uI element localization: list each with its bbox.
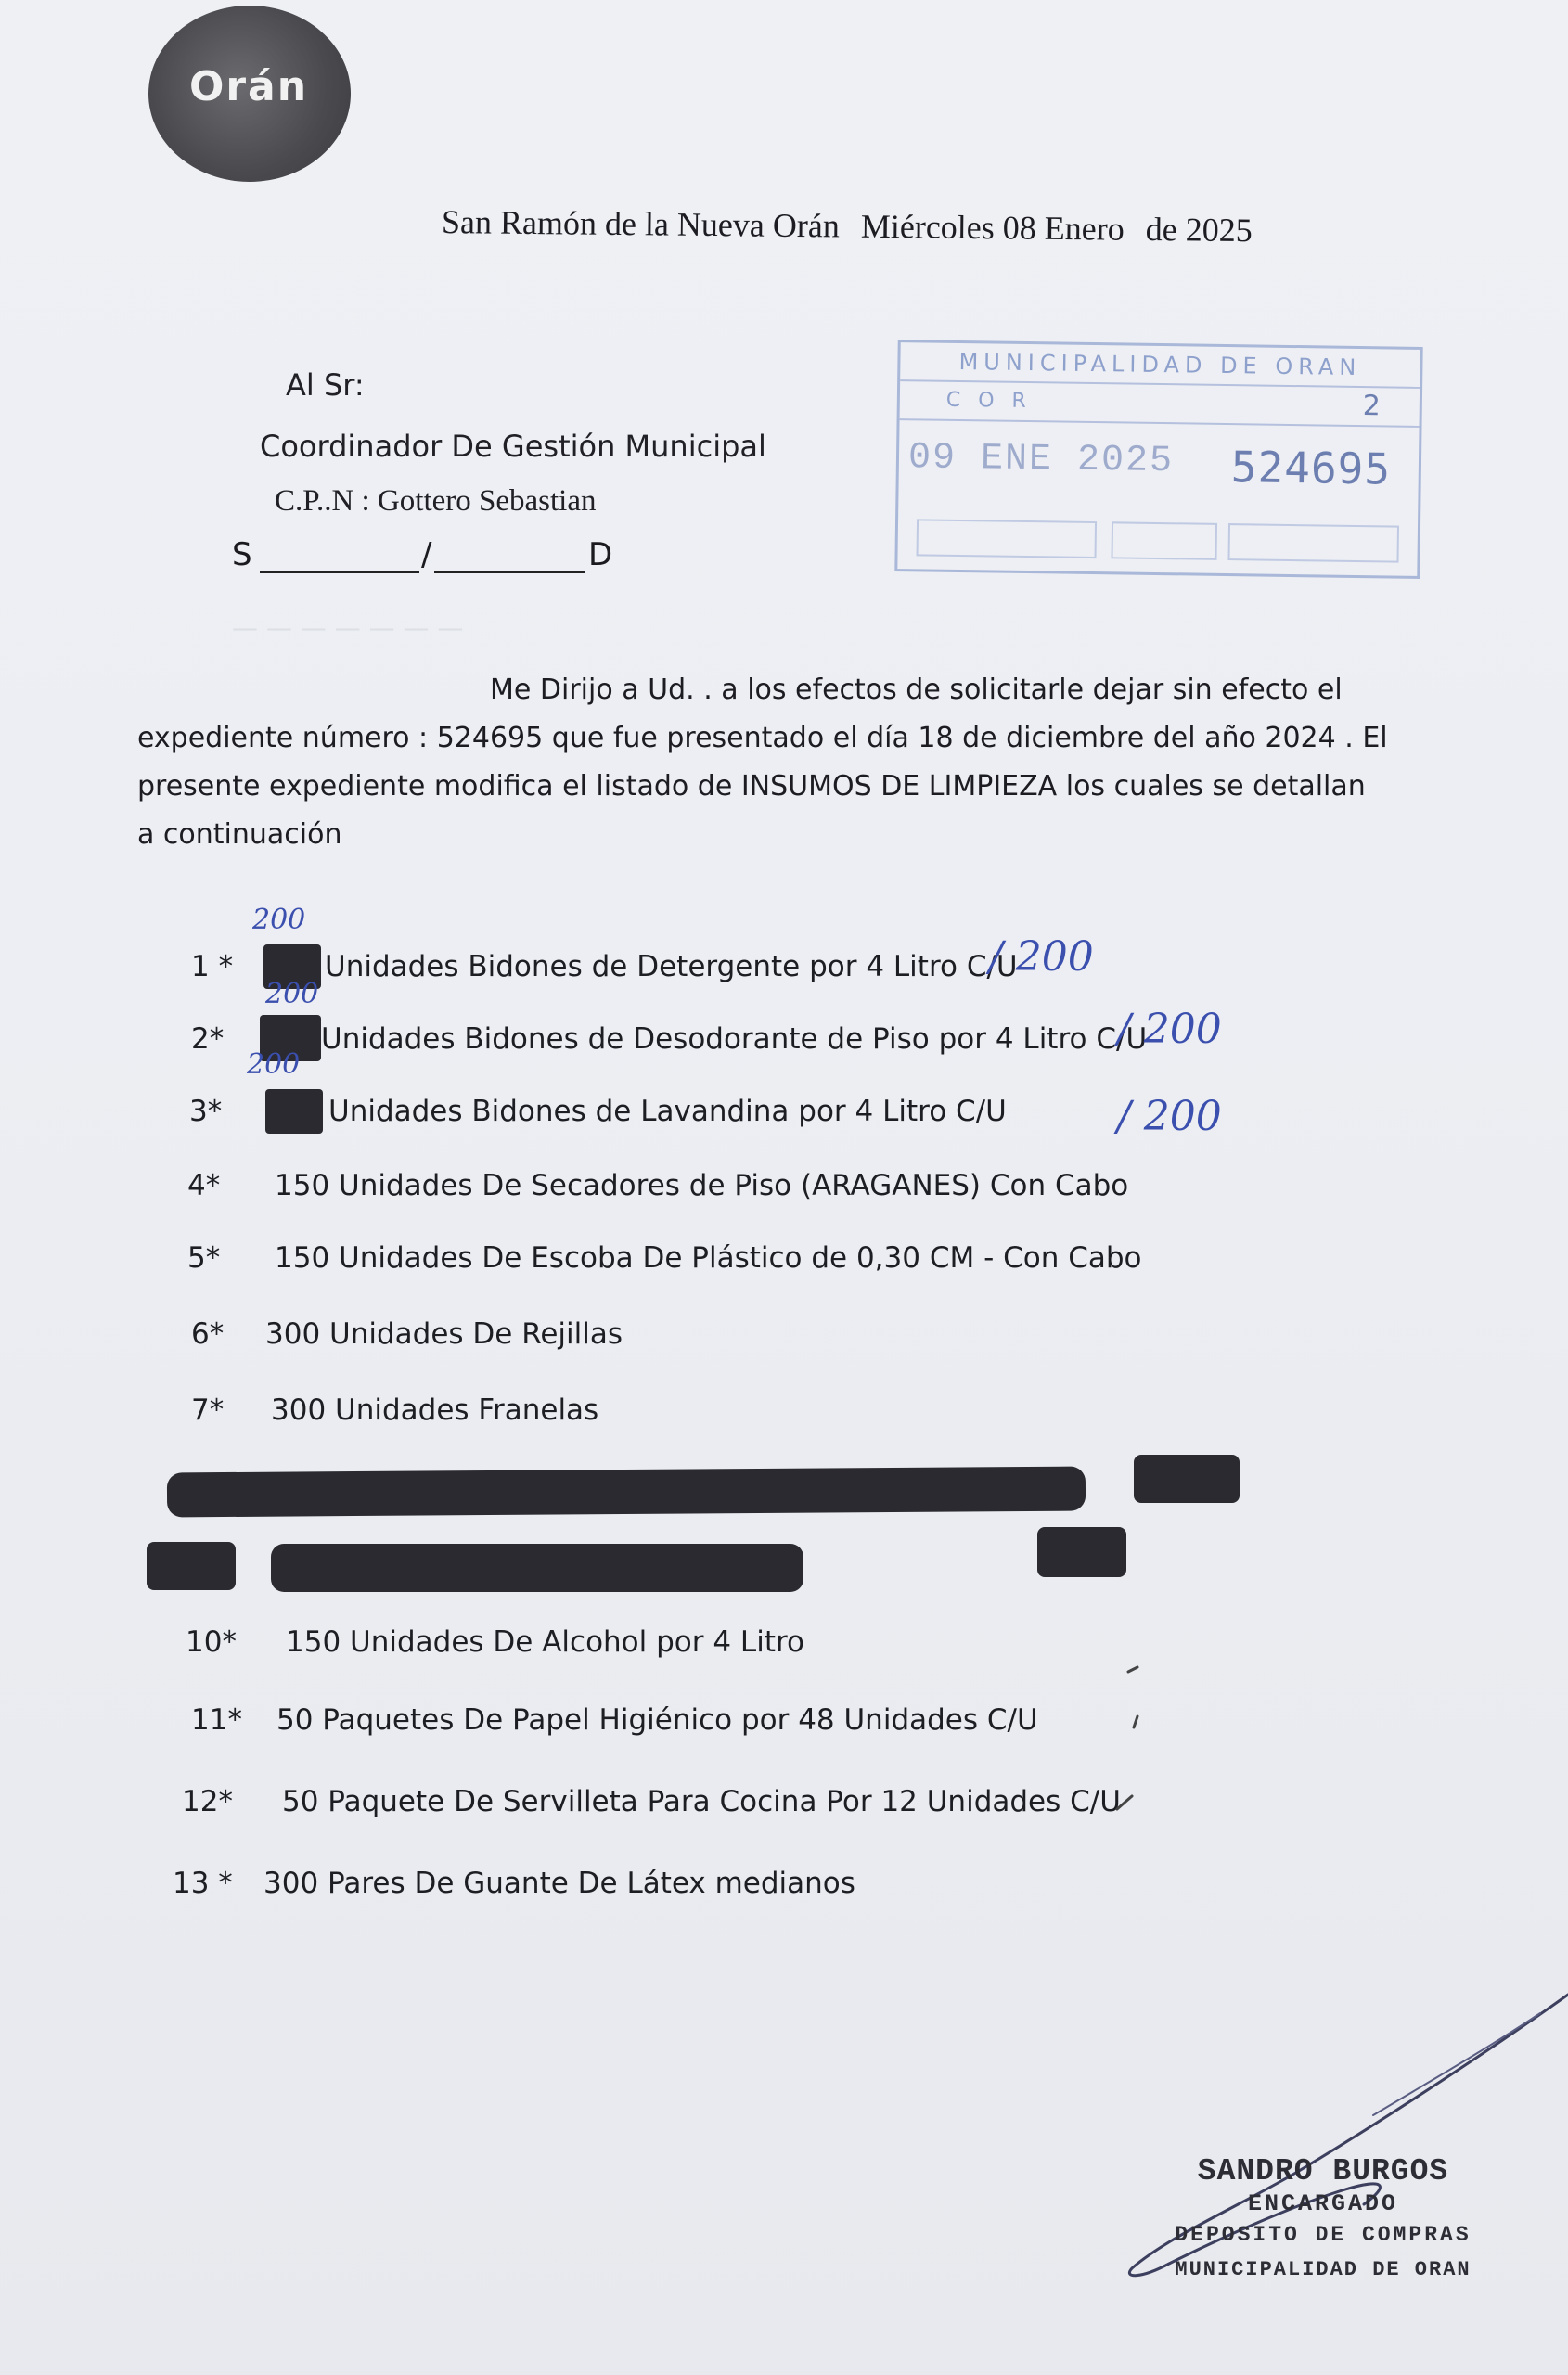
item-text: 300 Unidades De Rejillas (265, 1317, 623, 1351)
item-number: 6* (191, 1317, 225, 1351)
item-number: 11* (191, 1703, 242, 1737)
item-text: Unidades Bidones de Detergente por 4 Litro C/U (325, 950, 1018, 983)
item-text: Unidades Bidones de Desodorante de Piso por 4 Litro C/U (321, 1022, 1148, 1056)
item-number: 7* (191, 1393, 225, 1427)
signer-role: ENCARGADO (1247, 2190, 1399, 2217)
handwritten-quantity: 200 (252, 904, 306, 936)
body-intro: Me Dirijo a Ud. . a los efectos de solicitarle dejar sin efecto el (490, 674, 1343, 706)
item-text: 300 Unidades Franelas (271, 1393, 599, 1427)
item-text: 150 Unidades De Secadores de Piso (ARAGANES) Con Cabo (275, 1169, 1129, 1202)
place-name: San Ramón de la Nueva Orán (441, 203, 841, 245)
item-text: 50 Paquete De Servilleta Para Cocina Por 12 Unidades C/U (282, 1785, 1121, 1818)
item-number: 13 * (173, 1867, 233, 1900)
handwritten-quantity: 200 (247, 1048, 301, 1081)
item-number: 1 * (191, 950, 234, 983)
handwritten-quantity: 200 (265, 978, 319, 1010)
item-number: 12* (182, 1785, 233, 1818)
item-text: 50 Paquetes De Papel Higiénico por 48 Unidades C/U (276, 1703, 1038, 1737)
salute-slash: / (421, 536, 432, 573)
letter-year: de 2025 (1145, 210, 1253, 250)
recipient-name: C.P..N : Gottero Sebastian (275, 484, 597, 518)
item-text: 150 Unidades De Escoba De Plástico de 0,30 CM - Con Cabo (275, 1241, 1142, 1275)
body-line: expediente número : 524695 que fue presentado el día 18 de diciembre del año 2024 . El (137, 722, 1388, 754)
item-number: 10* (186, 1625, 237, 1659)
stamp-header: MUNICIPALIDAD DE ORAN (900, 342, 1420, 389)
signer-department: DEPOSITO DE COMPRAS (1175, 2223, 1472, 2247)
handwritten-quantity: / 200 (989, 933, 1094, 981)
recipient-greeting: Al Sr: (286, 367, 365, 403)
handwritten-quantity: / 200 (1117, 1093, 1222, 1140)
item-number: 2* (191, 1022, 225, 1056)
salute-d: D (588, 536, 613, 573)
item-number: 3* (189, 1095, 223, 1128)
handwritten-quantity: / 200 (1117, 1006, 1222, 1053)
logo-text: Orán (188, 63, 309, 110)
salute-s: S (232, 536, 252, 573)
stamp-copy-number: 2 (1362, 390, 1387, 423)
signer-name: SANDRO BURGOS (1197, 2154, 1449, 2189)
check-mark (1128, 1667, 1137, 1672)
stamp-expediente-number: 524695 (1230, 442, 1392, 494)
signer-organization: MUNICIPALIDAD DE ORAN (1175, 2258, 1472, 2281)
signature-block (1147, 2154, 1499, 2281)
item-number: 4* (187, 1169, 221, 1202)
bleed-through-text: — — — — — — — (232, 612, 464, 643)
body-line: presente expediente modifica el listado de INSUMOS DE LIMPIEZA los cuales se detallan (137, 770, 1366, 802)
check-mark (1117, 1796, 1132, 1809)
letter-date: Miércoles 08 Enero (860, 207, 1125, 248)
item-text: 150 Unidades De Alcohol por 4 Litro (286, 1625, 804, 1659)
item-number: 5* (187, 1241, 221, 1275)
check-mark (1134, 1716, 1137, 1727)
item-text: 300 Pares De Guante De Látex medianos (263, 1867, 855, 1900)
recipient-title: Coordinador De Gestión Municipal (260, 429, 766, 464)
stamp-office: C O R (945, 388, 1032, 414)
body-line: a continuación (137, 818, 342, 851)
item-text: Unidades Bidones de Lavandina por 4 Litro C/U (328, 1095, 1007, 1128)
stamp-date: 09 ENE 2025 (907, 437, 1175, 483)
